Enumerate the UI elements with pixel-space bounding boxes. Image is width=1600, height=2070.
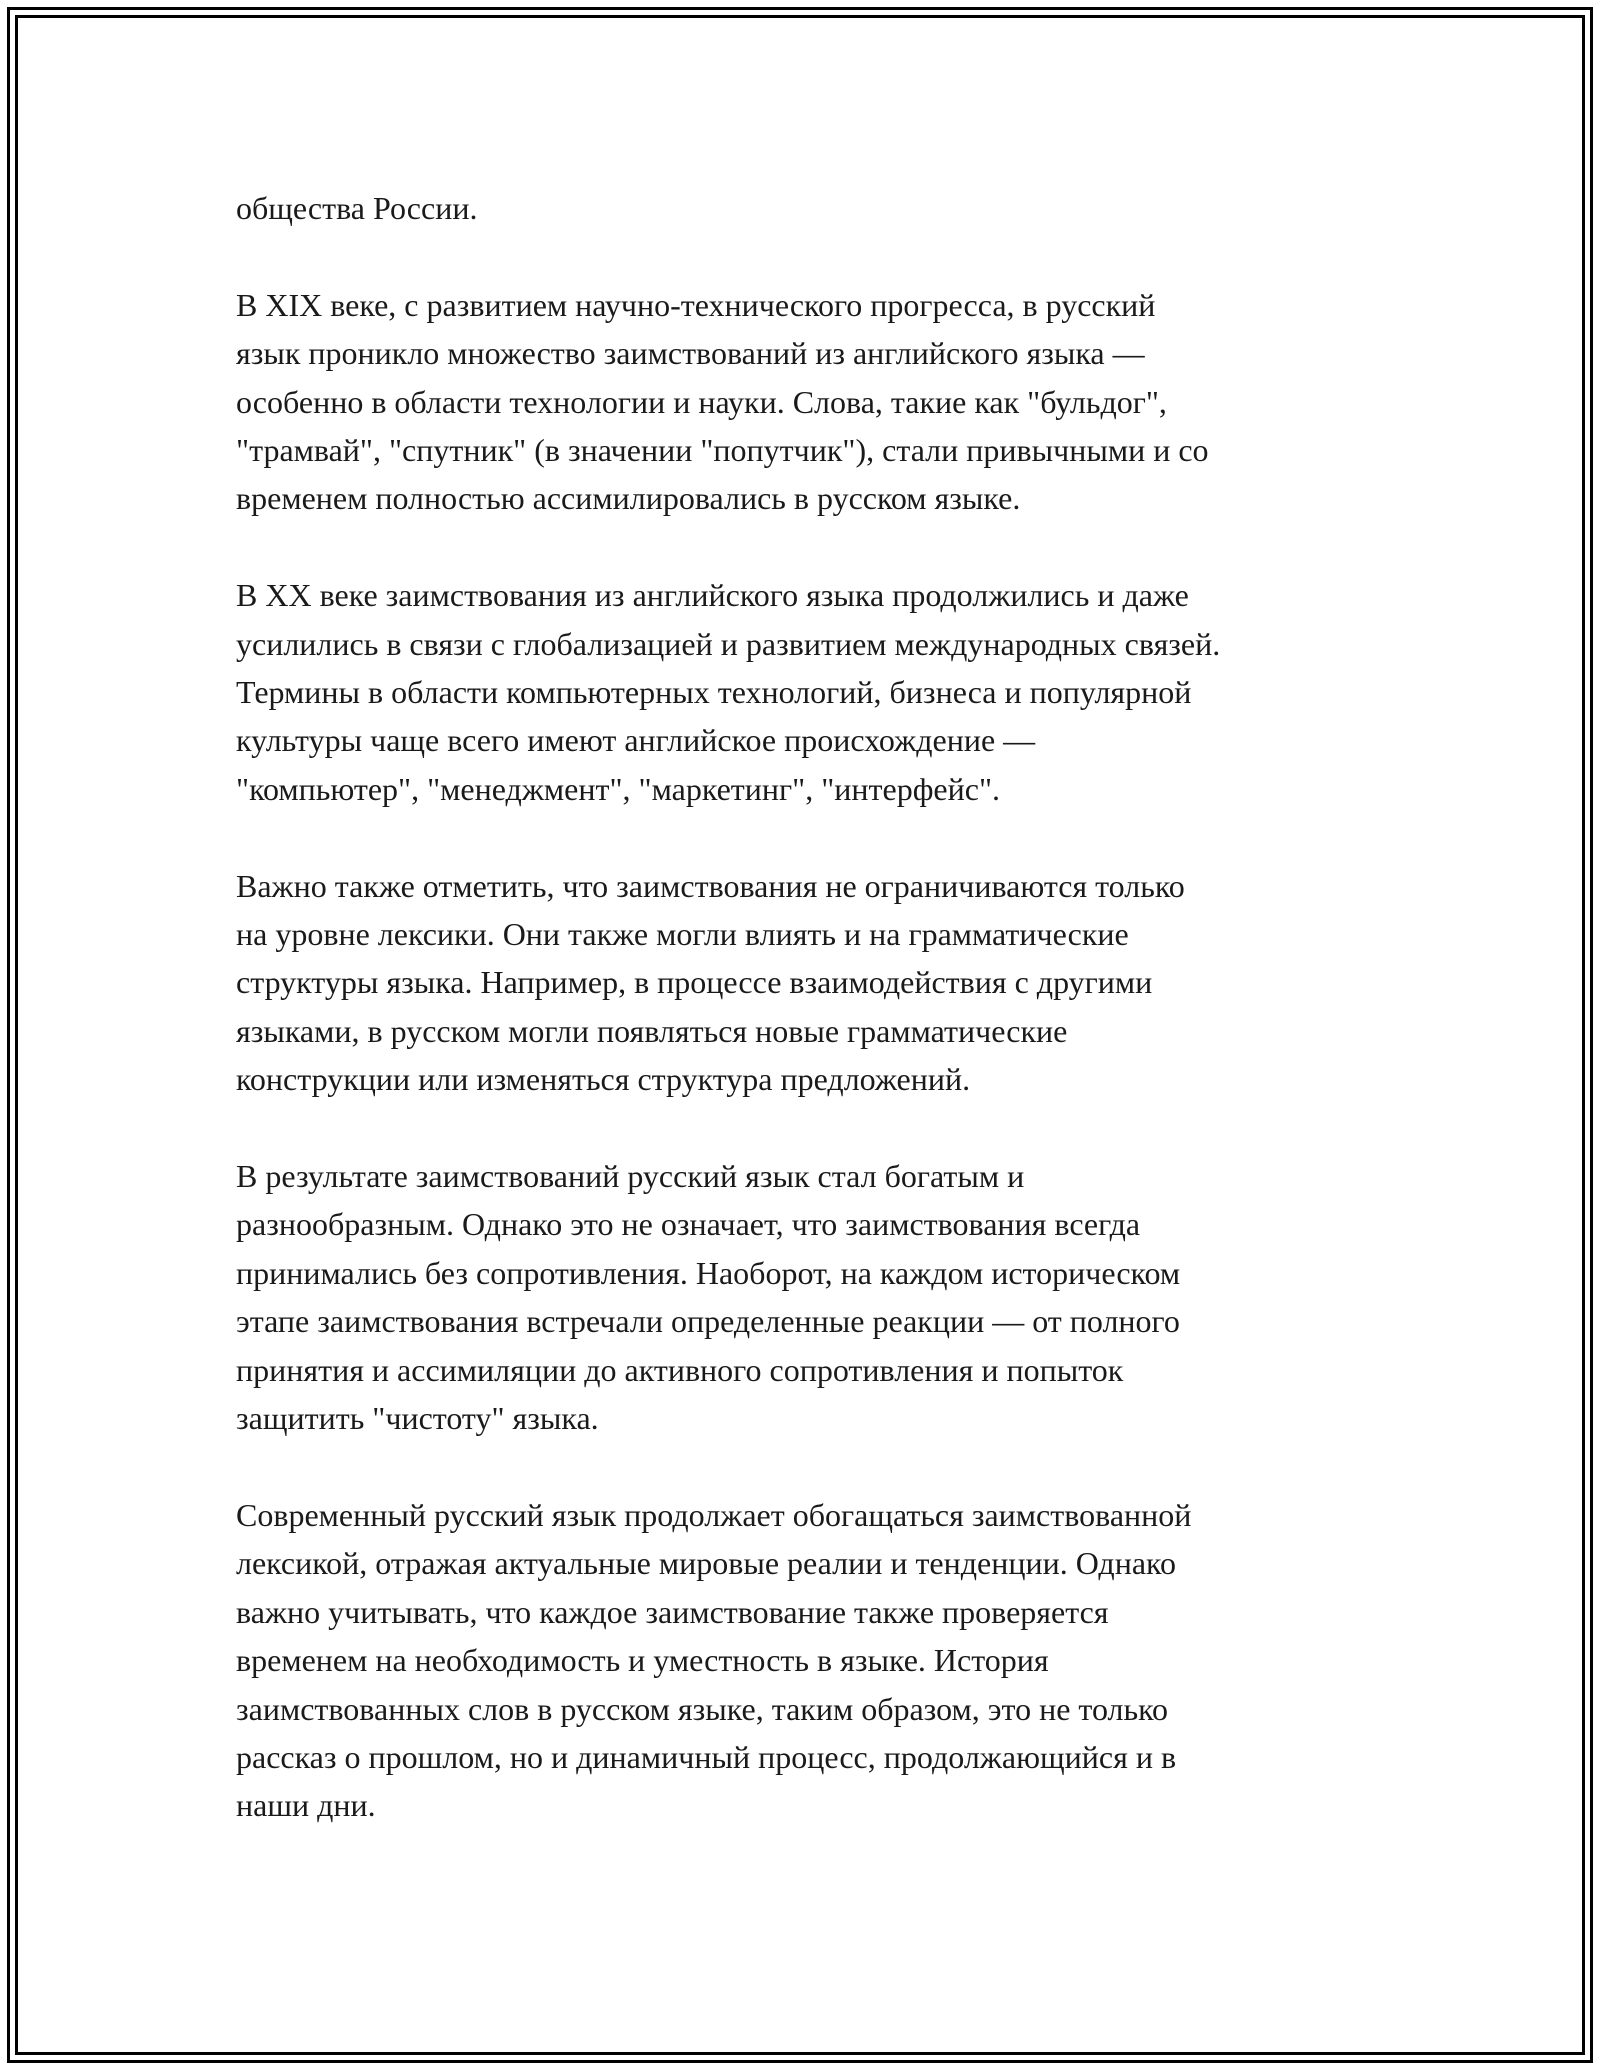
paragraph: Важно также отметить, что заимствования не ограничиваются только на уровне лексики. Они также могли влиять и на грамматические структуры языка. Например, в процессе взаимодействия с другими языками, в русском могли появляться новые грамматические конструкции или изменяться структура предложений. (236, 867, 1185, 1098)
paragraph: Современный русский язык продолжает обогащаться заимствованной лексикой, отражая актуальные мировые реалии и тенденции. Однако важно учитывать, что каждое заимствование также проверяется временем на необходимость и уместность в языке. История заимствованных слов в русском языке, таким образом, это не только рассказ о прошлом, но и динамичный процесс, продолжающийся и в наши дни. (236, 1496, 1192, 1824)
paragraph: В XIX веке, с развитием научно-технического прогресса, в русский язык проникло множество заимствований из английского языка — особенно в области технологии и науки. Слова, такие как "бульдог", "трамвай", "спутник" (в значении "попутчик"), стали привычными и со временем полностью ассимилировались в русском языке. (236, 286, 1209, 517)
document-body (236, 184, 1386, 1878)
paragraph: В XX веке заимствования из английского языка продолжились и даже усилились в связи с глобализацией и развитием международных связей. Термины в области компьютерных технологий, бизнеса и популярной культуры чаще всего имеют английское происхождение — "компьютер", "менеджмент", "маркетинг", "интерфейс". (236, 577, 1221, 807)
paragraph: В результате заимствований русский язык стал богатым и разнообразным. Однако это не означает, что заимствования всегда принимались без сопротивления. Наоборот, на каждом историческом этапе заимствования встречали определенные реакции — от полного принятия и ассимиляции до активного сопротивления и попыток защитить "чистоту" языка. (236, 1158, 1181, 1437)
paragraph: общества России. (236, 190, 478, 226)
